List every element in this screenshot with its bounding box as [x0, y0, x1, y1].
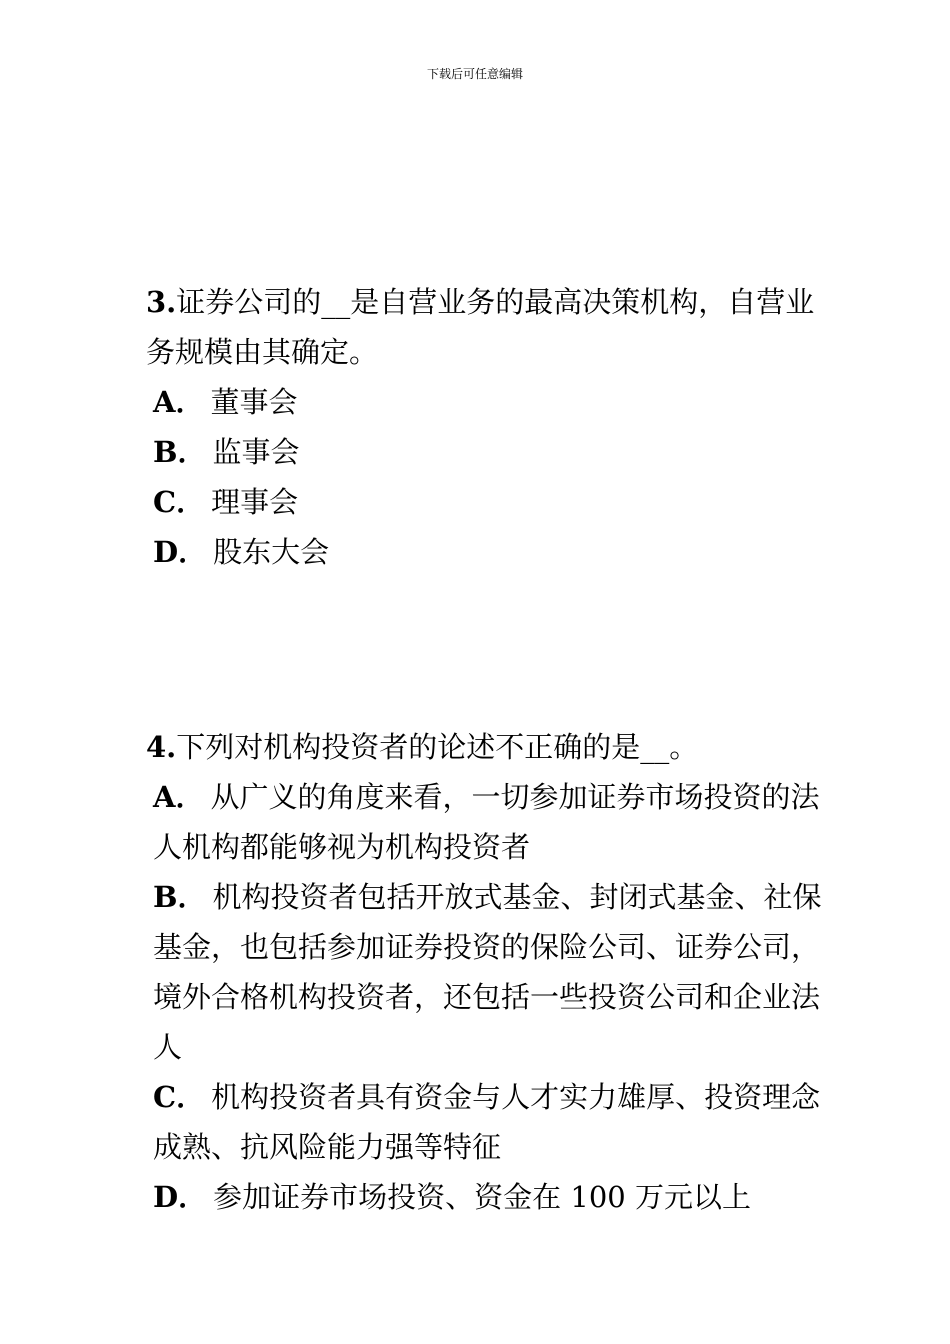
option-letter: C — [153, 485, 177, 519]
option-text: 股东大会 — [213, 535, 330, 569]
option-letter: A — [153, 385, 176, 419]
question-stem — [146, 277, 836, 377]
option-text: 机构投资者包括开放式基金、封闭式基金、社保基金，也包括参加证券投资的保险公司、证券公司，境外合格机构投资者，还包括一些投资公司和企业法人 — [153, 880, 822, 1064]
option-d — [146, 1172, 836, 1222]
option-text: 监事会 — [212, 435, 300, 469]
option-text: 机构投资者具有资金与人才实力雄厚、投资理念成熟、抗风险能力强等特征 — [153, 1080, 821, 1164]
option-text: 从广义的角度来看，一切参加证券市场投资的法人机构都能够视为机构投资者 — [153, 780, 820, 864]
page-header: 下载后可任意编辑 — [426, 67, 523, 81]
option-letter: D — [153, 535, 179, 569]
option-separator: ． — [178, 535, 208, 569]
option-c — [146, 1072, 836, 1172]
question-4 — [146, 722, 836, 1222]
question-text: 证券公司的__是自营业务的最高决策机构，自营业务规模由其确定。 — [146, 285, 815, 369]
question-number: 3. — [146, 285, 177, 319]
option-letter: D — [153, 1180, 179, 1214]
option-separator: ． — [177, 880, 207, 914]
option-c — [146, 477, 836, 527]
option-a — [146, 377, 836, 427]
question-3 — [146, 277, 836, 577]
option-b — [146, 872, 836, 1072]
option-separator: ． — [176, 1080, 206, 1114]
option-a — [146, 772, 836, 872]
option-separator: ． — [176, 485, 206, 519]
option-separator: ． — [175, 780, 205, 814]
option-separator: ． — [175, 385, 205, 419]
option-d — [146, 527, 836, 577]
option-letter: B — [153, 435, 178, 469]
option-letter: C — [153, 1080, 177, 1114]
option-separator: ． — [178, 1180, 208, 1214]
option-b — [146, 427, 836, 477]
option-text: 理事会 — [211, 485, 299, 519]
question-number: 4. — [146, 730, 177, 764]
option-separator: ． — [177, 435, 207, 469]
option-letter: A — [153, 780, 176, 814]
question-text: 下列对机构投资者的论述不正确的是__。 — [176, 730, 699, 764]
question-stem — [146, 722, 836, 772]
option-text: 董事会 — [210, 385, 298, 419]
option-text: 参加证券市场投资、资金在 100 万元以上 — [213, 1180, 751, 1214]
option-letter: B — [153, 880, 178, 914]
